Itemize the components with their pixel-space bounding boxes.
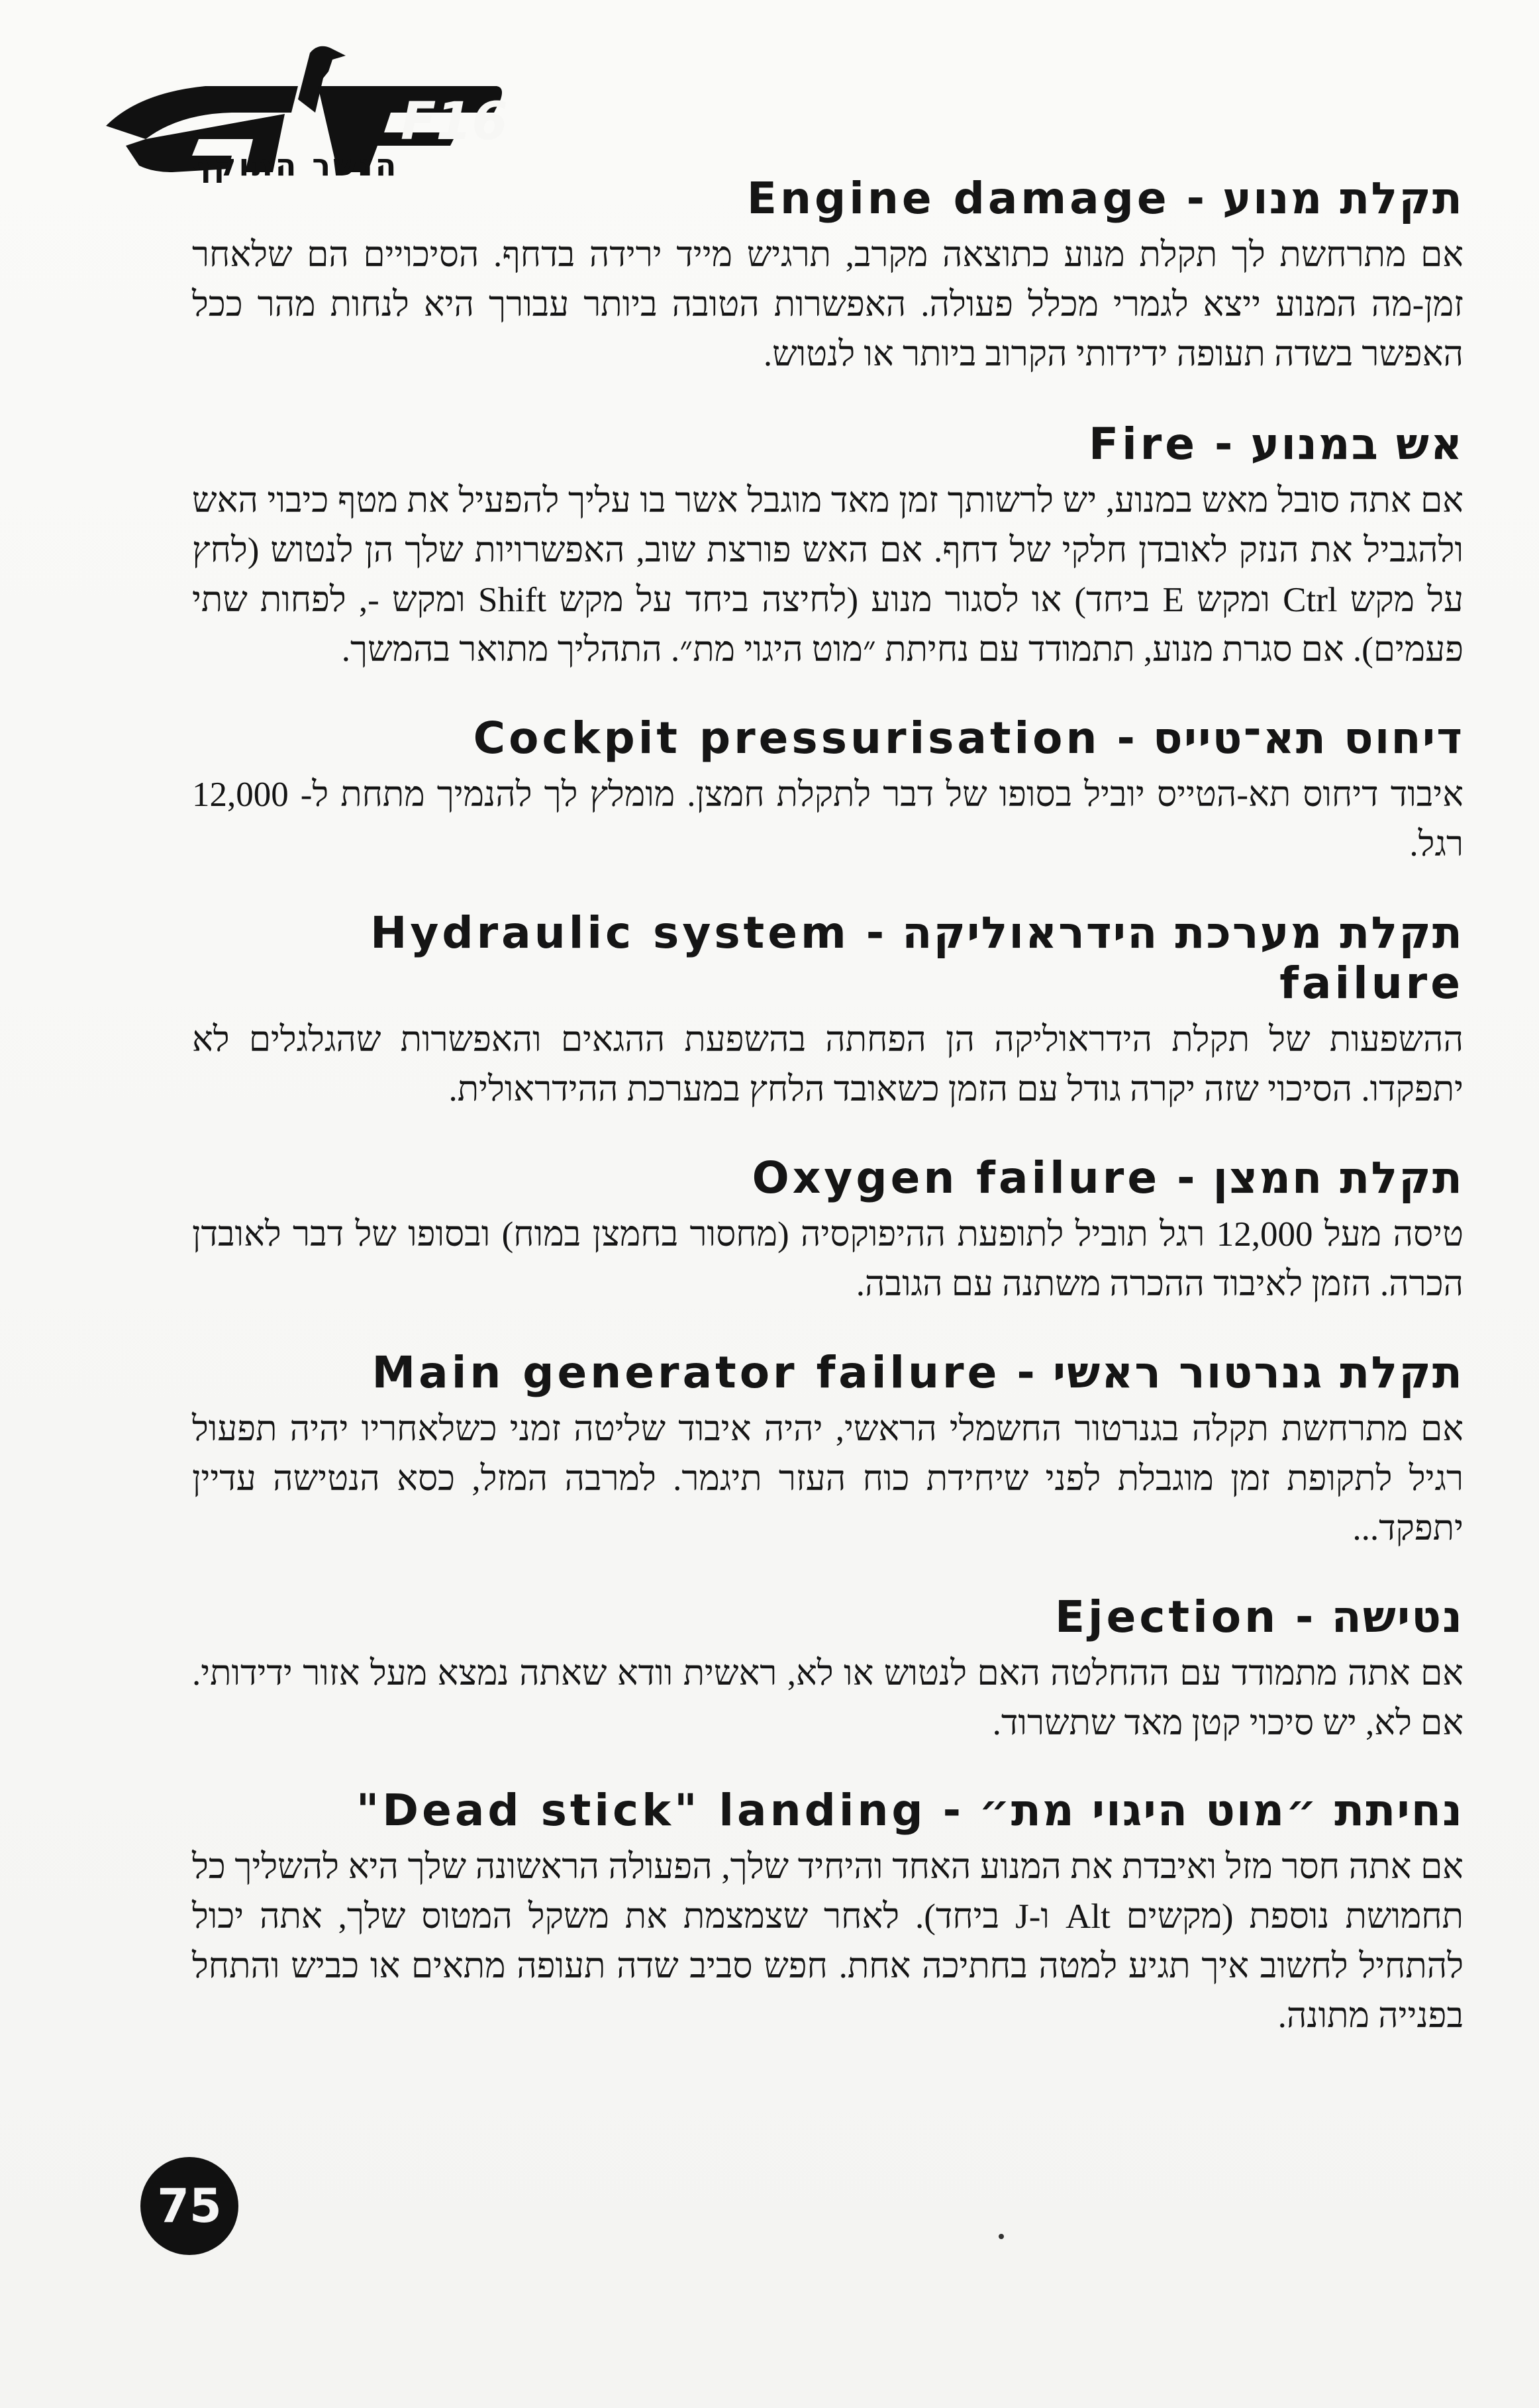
section-main-generator-failure	[192, 1348, 1464, 1554]
section-ejection	[192, 1592, 1464, 1748]
heading-hebrew: אש במנוע	[1250, 419, 1464, 470]
heading-hebrew: תקלת מערכת הידראוליקה	[902, 907, 1464, 958]
heading-english: Fire	[1088, 419, 1199, 470]
section-body: אם אתה סובל מאש במנוע, יש לרשותך זמן מאד מוגבל אשר בו עליך להפעיל את מטף כיבוי האש ולהגביל את הנזק לאובדן חלקי של דחף. אם האש פורצת שוב, האפשרויות שלך הן לנטוש (לחץ על מקש Ctrl ומקש E ביחד) או לסגור מנוע (לחיצה ביחד על מקש Shift ומקש -, לפחות שתי פעמים). אם סגרת מנוע, תתמודד עם נחיתת ״מוט היגוי מת״. התהליך מתואר בהמשך.	[192, 481, 1464, 669]
section-body: אם אתה מתמודד עם ההחלטה האם לנטוש או לא, ראשית וודא שאתה נמצא מעל אזור ידידותי. אם לא, יש סיכוי קטן מאד שתשרוד.	[192, 1654, 1464, 1742]
section-hydraulic-failure	[192, 908, 1464, 1115]
logo-subtitle: הנשר התוקף	[190, 147, 399, 183]
heading-hebrew: דיחוס תא־טייס	[1152, 713, 1464, 764]
heading-hebrew: תקלת חמצן	[1213, 1152, 1464, 1203]
heading-english: Engine damage	[746, 173, 1170, 224]
section-body: טיסה מעל 12,000 רגל תוביל לתופעת ההיפוקסיה (מחסור בחמצן במוח) ובסופו של דבר לאובדן הכרה. הזמן לאיבוד ההכרה משתנה עם הגובה.	[192, 1215, 1464, 1303]
section-cockpit-pressurisation	[192, 713, 1464, 870]
heading-hebrew: נטישה	[1331, 1591, 1464, 1642]
heading-english: Ejection	[1054, 1591, 1279, 1642]
heading-hebrew: נחיתת ״מוט היגוי מת״	[979, 1785, 1464, 1836]
section-heading	[192, 419, 1464, 470]
section-heading	[192, 1348, 1464, 1398]
section-heading	[192, 713, 1464, 764]
section-dead-stick-landing	[192, 1785, 1464, 2041]
logo-wordmark: F16	[401, 92, 508, 152]
heading-english: Oxygen failure	[752, 1152, 1161, 1203]
heading-english: "Dead stick" landing	[356, 1785, 926, 1836]
section-heading	[192, 174, 1464, 224]
page-number-badge: 75	[140, 2157, 238, 2255]
heading-separator: -	[1177, 1152, 1197, 1203]
heading-separator: -	[1215, 419, 1234, 470]
heading-english: Cockpit pressurisation	[473, 713, 1101, 764]
section-heading	[192, 1153, 1464, 1203]
section-engine-damage	[192, 174, 1464, 379]
section-heading	[192, 1592, 1464, 1642]
heading-separator: -	[866, 907, 886, 958]
section-fire	[192, 419, 1464, 675]
section-body: ההשפעות של תקלת הידראוליקה הן הפחתה בהשפעת ההגאים והאפשרות שהגלגלים לא יתפקדו. הסיכוי שזה יקרה גודל עם הזמן כשאובד הלחץ במערכת ההידראולית.	[192, 1021, 1464, 1109]
section-body: איבוד דיחוס תא-הטייס יוביל בסופו של דבר לתקלת חמצן. מומלץ לך להנמיך מתחת ל- 12,000 רגל.	[192, 776, 1464, 864]
section-oxygen-failure	[192, 1153, 1464, 1309]
heading-english: Main generator failure	[372, 1347, 1001, 1398]
section-heading	[192, 908, 1464, 1009]
heading-separator: -	[1017, 1347, 1036, 1398]
heading-separator: -	[1117, 713, 1136, 764]
heading-english: Hydraulic system failure	[370, 907, 1464, 1009]
heading-separator: -	[942, 1785, 963, 1836]
heading-separator: -	[1295, 1591, 1315, 1642]
section-body: אם אתה חסר מזל ואיבדת את המנוע האחד והיחיד שלך, הפעולה הראשונה שלך היא להשליך כל תחמושת נוספת (מקשים Alt ו-J ביחד). לאחר שצמצמת את משקל המטוס שלך, אתה יכול להתחיל לחשוב איך תגיע למטה בחתיכה אחת. חפש סביב שדה תעופה מתאים או כביש והתחל בפנייה מתונה.	[192, 1848, 1464, 2035]
section-body: אם מתרחשת תקלה בגנרטור החשמלי הראשי, יהיה איבוד שליטה זמני כשלאחריו יהיה תפעול רגיל לתקופת זמן מוגבלת לפני שיחידת כוח העזר תיגמר. למרבה המזל, כסא הנטישה עדיין יתפקד...	[192, 1410, 1464, 1548]
page-content	[192, 174, 1464, 2041]
heading-separator: -	[1186, 173, 1207, 224]
section-heading	[192, 1785, 1464, 1836]
heading-hebrew: תקלת מנוע	[1222, 173, 1464, 224]
heading-hebrew: תקלת גנרטור ראשי	[1052, 1347, 1464, 1398]
section-body: אם מתרחשת לך תקלת מנוע כתוצאה מקרב, תרגיש מייד ירידה בדחף. הסיכויים הם שלאחר זמן-מה המנוע ייצא לגמרי מכלל פעולה. האפשרות הטובה ביותר עבורך היא לנחות מהר ככל האפשר בשדה תעופה ידידותי הקרוב ביותר או לנטוש.	[192, 236, 1464, 374]
print-speck	[999, 2234, 1004, 2239]
